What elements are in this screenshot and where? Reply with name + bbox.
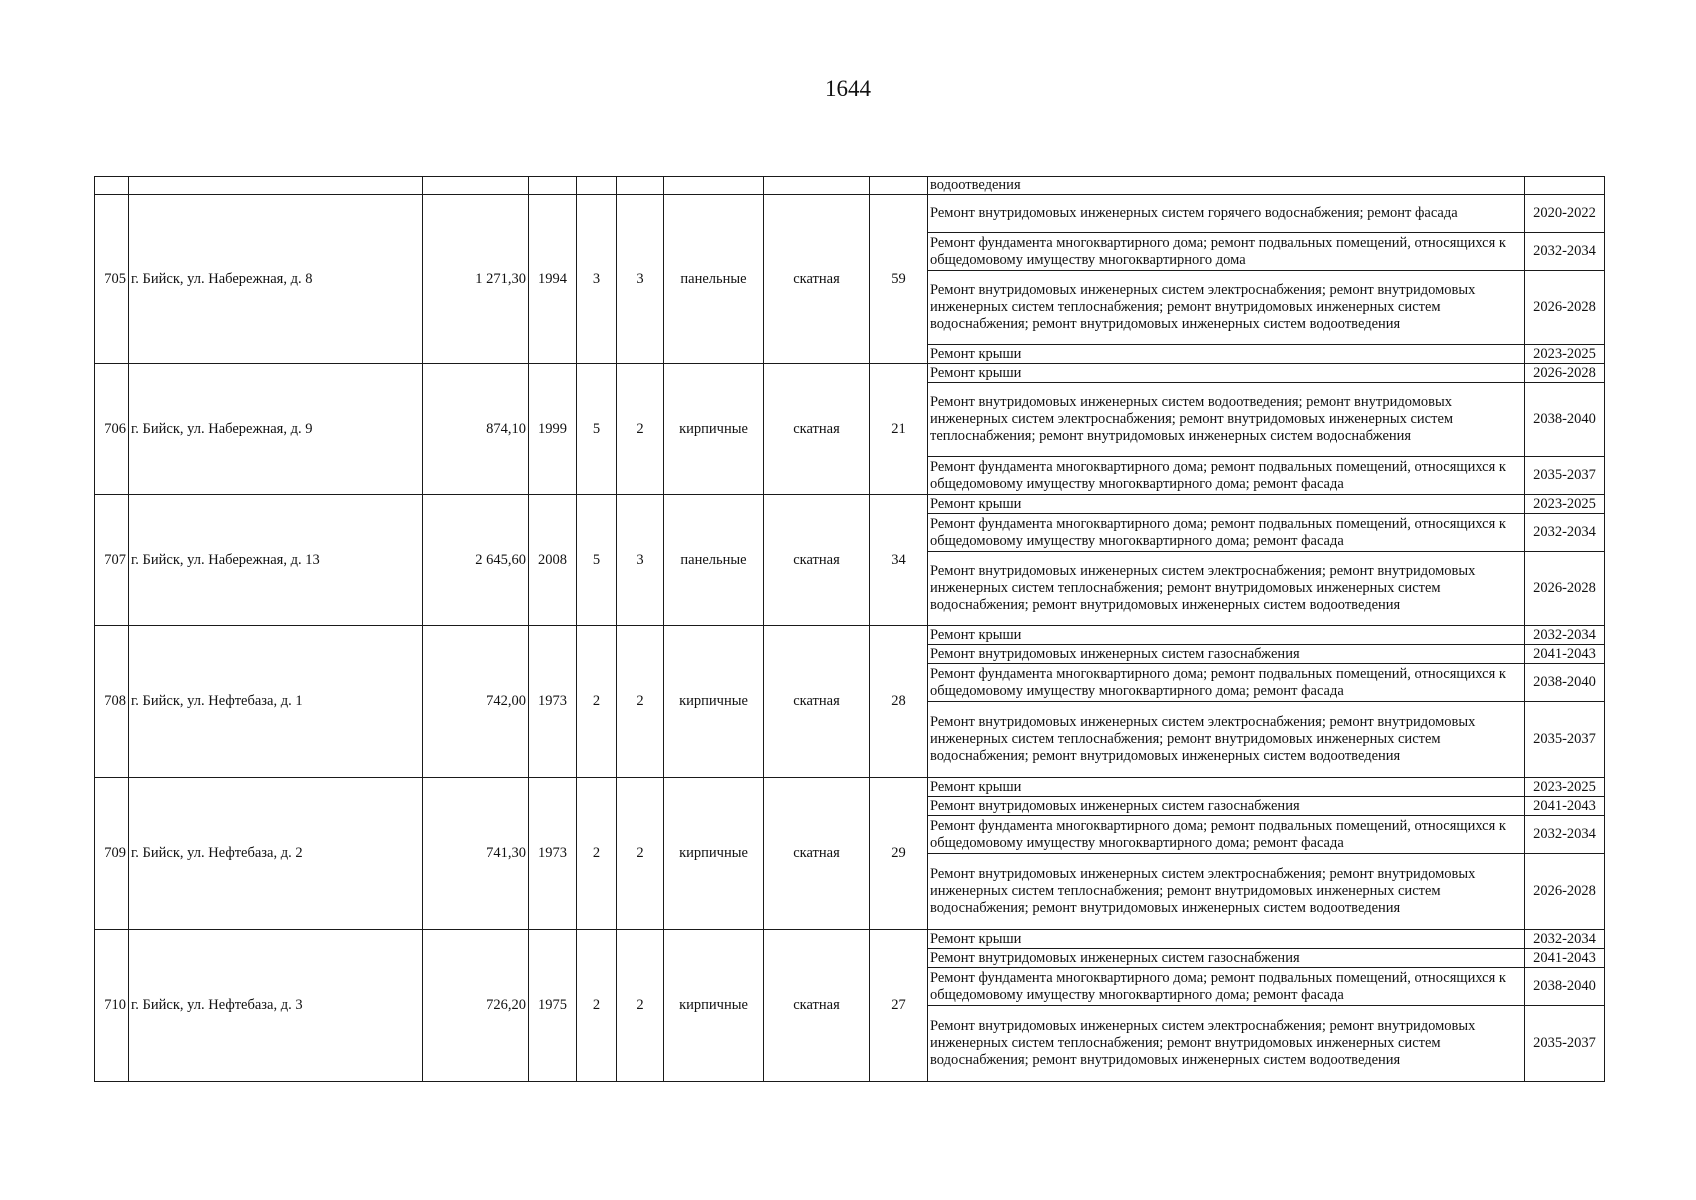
work-cell: Ремонт внутридомовых инженерных систем электроснабжения; ремонт внутридомовых инженерных систем теплоснабжения; ремонт внутридомовых инженерных систем водоснабжения; ремонт внутридомовых инженерных систем водоотведения xyxy=(928,1006,1525,1082)
period-cell: 2023-2025 xyxy=(1525,495,1605,514)
wall-material-cell: кирпичные xyxy=(664,930,764,1082)
work-cell: Ремонт внутридомовых инженерных систем горячего водоснабжения; ремонт фасада xyxy=(928,195,1525,233)
period-cell xyxy=(1525,177,1605,195)
wall-material-cell: панельные xyxy=(664,495,764,626)
work-cell: Ремонт фундамента многоквартирного дома; ремонт подвальных помещений, относящихся к общедомовому имуществу многоквартирного дома; ремонт фасада xyxy=(928,514,1525,552)
period-cell: 2026-2028 xyxy=(1525,364,1605,383)
period-cell: 2041-2043 xyxy=(1525,645,1605,664)
address-cell: г. Бийск, ул. Набережная, д. 8 xyxy=(129,195,423,364)
period-cell: 2038-2040 xyxy=(1525,664,1605,702)
period-cell: 2035-2037 xyxy=(1525,702,1605,778)
empty-cell xyxy=(529,177,577,195)
period-cell: 2023-2025 xyxy=(1525,345,1605,364)
table-row xyxy=(95,778,1605,797)
period-cell: 2032-2034 xyxy=(1525,930,1605,949)
area-cell: 874,10 xyxy=(423,364,529,495)
period-cell: 2038-2040 xyxy=(1525,968,1605,1006)
floors-cell: 2 xyxy=(577,930,617,1082)
year-cell: 2008 xyxy=(529,495,577,626)
entrances-cell: 2 xyxy=(617,626,664,778)
floors-cell: 3 xyxy=(577,195,617,364)
work-cell: Ремонт внутридомовых инженерных систем электроснабжения; ремонт внутридомовых инженерных систем теплоснабжения; ремонт внутридомовых инженерных систем водоснабжения; ремонт внутридомовых инженерных систем водоотведения xyxy=(928,271,1525,345)
year-cell: 1973 xyxy=(529,778,577,930)
empty-cell xyxy=(129,177,423,195)
row-number: 710 xyxy=(95,930,129,1082)
work-cell: Ремонт крыши xyxy=(928,626,1525,645)
roof-type-cell: скатная xyxy=(764,364,870,495)
work-cell: Ремонт внутридомовых инженерных систем электроснабжения; ремонт внутридомовых инженерных систем теплоснабжения; ремонт внутридомовых инженерных систем водоснабжения; ремонт внутридомовых инженерных систем водоотведения xyxy=(928,702,1525,778)
period-cell: 2032-2034 xyxy=(1525,626,1605,645)
empty-cell xyxy=(577,177,617,195)
wall-material-cell: кирпичные xyxy=(664,626,764,778)
period-cell: 2026-2028 xyxy=(1525,271,1605,345)
area-cell: 2 645,60 xyxy=(423,495,529,626)
work-cell: Ремонт крыши xyxy=(928,778,1525,797)
work-cell: Ремонт крыши xyxy=(928,364,1525,383)
work-cell: водоотведения xyxy=(928,177,1525,195)
floors-cell: 5 xyxy=(577,364,617,495)
entrances-cell: 2 xyxy=(617,930,664,1082)
work-cell: Ремонт внутридомовых инженерных систем газоснабжения xyxy=(928,797,1525,816)
period-cell: 2032-2034 xyxy=(1525,514,1605,552)
roof-type-cell: скатная xyxy=(764,195,870,364)
year-cell: 1975 xyxy=(529,930,577,1082)
period-cell: 2020-2022 xyxy=(1525,195,1605,233)
roof-type-cell: скатная xyxy=(764,495,870,626)
empty-cell xyxy=(617,177,664,195)
row-number: 709 xyxy=(95,778,129,930)
empty-cell xyxy=(870,177,928,195)
work-cell: Ремонт фундамента многоквартирного дома; ремонт подвальных помещений, относящихся к общедомовому имуществу многоквартирного дома; ремонт фасада xyxy=(928,816,1525,854)
row-number: 708 xyxy=(95,626,129,778)
empty-cell xyxy=(423,177,529,195)
area-cell: 1 271,30 xyxy=(423,195,529,364)
floors-cell: 5 xyxy=(577,495,617,626)
period-cell: 2035-2037 xyxy=(1525,457,1605,495)
table-row xyxy=(95,930,1605,949)
period-cell: 2026-2028 xyxy=(1525,854,1605,930)
continuation-row xyxy=(95,177,1605,195)
residents-cell: 28 xyxy=(870,626,928,778)
period-cell: 2035-2037 xyxy=(1525,1006,1605,1082)
residents-cell: 34 xyxy=(870,495,928,626)
work-cell: Ремонт внутридомовых инженерных систем электроснабжения; ремонт внутридомовых инженерных систем теплоснабжения; ремонт внутридомовых инженерных систем водоснабжения; ремонт внутридомовых инженерных систем водоотведения xyxy=(928,854,1525,930)
period-cell: 2026-2028 xyxy=(1525,552,1605,626)
year-cell: 1999 xyxy=(529,364,577,495)
empty-cell xyxy=(664,177,764,195)
table-body xyxy=(95,177,1605,1082)
address-cell: г. Бийск, ул. Нефтебаза, д. 1 xyxy=(129,626,423,778)
address-cell: г. Бийск, ул. Набережная, д. 9 xyxy=(129,364,423,495)
year-cell: 1994 xyxy=(529,195,577,364)
year-cell: 1973 xyxy=(529,626,577,778)
address-cell: г. Бийск, ул. Нефтебаза, д. 2 xyxy=(129,778,423,930)
empty-cell xyxy=(764,177,870,195)
floors-cell: 2 xyxy=(577,778,617,930)
work-cell: Ремонт фундамента многоквартирного дома; ремонт подвальных помещений, относящихся к общедомовому имуществу многоквартирного дома; ремонт фасада xyxy=(928,968,1525,1006)
entrances-cell: 2 xyxy=(617,778,664,930)
period-cell: 2038-2040 xyxy=(1525,383,1605,457)
table-row xyxy=(95,626,1605,645)
work-cell: Ремонт внутридомовых инженерных систем газоснабжения xyxy=(928,949,1525,968)
entrances-cell: 3 xyxy=(617,495,664,626)
wall-material-cell: панельные xyxy=(664,195,764,364)
address-cell: г. Бийск, ул. Нефтебаза, д. 3 xyxy=(129,930,423,1082)
period-cell: 2023-2025 xyxy=(1525,778,1605,797)
page-number: 1644 xyxy=(825,76,871,101)
area-cell: 742,00 xyxy=(423,626,529,778)
area-cell: 741,30 xyxy=(423,778,529,930)
period-cell: 2032-2034 xyxy=(1525,233,1605,271)
floors-cell: 2 xyxy=(577,626,617,778)
period-cell: 2032-2034 xyxy=(1525,816,1605,854)
row-number: 705 xyxy=(95,195,129,364)
work-cell: Ремонт крыши xyxy=(928,930,1525,949)
period-cell: 2041-2043 xyxy=(1525,797,1605,816)
row-number: 706 xyxy=(95,364,129,495)
wall-material-cell: кирпичные xyxy=(664,778,764,930)
table-row xyxy=(95,195,1605,233)
residents-cell: 29 xyxy=(870,778,928,930)
area-cell: 726,20 xyxy=(423,930,529,1082)
entrances-cell: 3 xyxy=(617,195,664,364)
residents-cell: 27 xyxy=(870,930,928,1082)
wall-material-cell: кирпичные xyxy=(664,364,764,495)
roof-type-cell: скатная xyxy=(764,930,870,1082)
capital-repair-table xyxy=(94,176,1605,1082)
work-cell: Ремонт фундамента многоквартирного дома; ремонт подвальных помещений, относящихся к общедомовому имуществу многоквартирного дома; ремонт фасада xyxy=(928,664,1525,702)
work-cell: Ремонт фундамента многоквартирного дома; ремонт подвальных помещений, относящихся к общедомовому имуществу многоквартирного дома xyxy=(928,233,1525,271)
roof-type-cell: скатная xyxy=(764,626,870,778)
empty-cell xyxy=(95,177,129,195)
roof-type-cell: скатная xyxy=(764,778,870,930)
work-cell: Ремонт фундамента многоквартирного дома; ремонт подвальных помещений, относящихся к общедомовому имуществу многоквартирного дома; ремонт фасада xyxy=(928,457,1525,495)
residents-cell: 21 xyxy=(870,364,928,495)
table-row xyxy=(95,364,1605,383)
work-cell: Ремонт внутридомовых инженерных систем водоотведения; ремонт внутридомовых инженерных систем электроснабжения; ремонт внутридомовых инженерных систем теплоснабжения; ремонт внутридомовых инженерных систем водоснабжения xyxy=(928,383,1525,457)
residents-cell: 59 xyxy=(870,195,928,364)
period-cell: 2041-2043 xyxy=(1525,949,1605,968)
entrances-cell: 2 xyxy=(617,364,664,495)
address-cell: г. Бийск, ул. Набережная, д. 13 xyxy=(129,495,423,626)
work-cell: Ремонт крыши xyxy=(928,345,1525,364)
table-row xyxy=(95,495,1605,514)
row-number: 707 xyxy=(95,495,129,626)
work-cell: Ремонт внутридомовых инженерных систем электроснабжения; ремонт внутридомовых инженерных систем теплоснабжения; ремонт внутридомовых инженерных систем водоснабжения; ремонт внутридомовых инженерных систем водоотведения xyxy=(928,552,1525,626)
work-cell: Ремонт внутридомовых инженерных систем газоснабжения xyxy=(928,645,1525,664)
work-cell: Ремонт крыши xyxy=(928,495,1525,514)
